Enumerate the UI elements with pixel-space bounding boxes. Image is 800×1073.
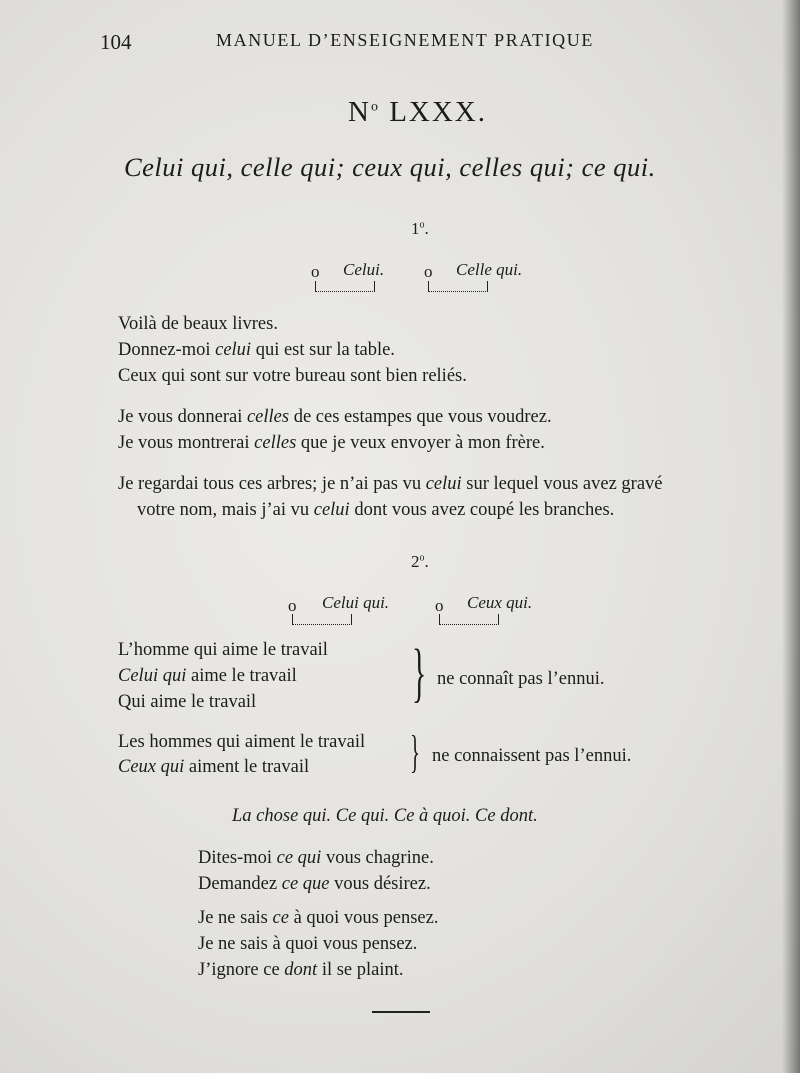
example-line: Demandez ce que vous désirez. <box>198 874 431 894</box>
example-line: J’ignore ce dont il se plaint. <box>198 960 404 980</box>
example-line: Je vous montrerai celles que je veux envoyer à mon frère. <box>118 433 545 453</box>
section-label-1: 1$^o$. <box>411 219 429 238</box>
chapter-number <box>348 96 487 129</box>
marker-word: Ceux qui. <box>467 593 533 612</box>
marker-bracket <box>292 614 352 625</box>
marker-bracket <box>428 281 488 292</box>
example-line: Je vous donnerai celles de ces estampes que vous voudrez. <box>118 407 552 427</box>
chapter-prefix-sup: o <box>370 99 380 115</box>
example-line: Je ne sais à quoi vous pensez. <box>198 934 418 954</box>
example-line: Les hommes qui aiment le travail <box>118 732 366 752</box>
end-rule <box>372 1011 430 1013</box>
marker-word: Celui qui. <box>322 593 390 612</box>
marker-symbol: o <box>311 262 320 281</box>
page-number: 104 <box>100 30 132 54</box>
example-line: Je ne sais ce à quoi vous pensez. <box>198 908 439 928</box>
marker-word: Celui. <box>343 260 385 279</box>
example-line: Je regardai tous ces arbres; je n’ai pas vu celui sur lequel vous avez gravé <box>118 474 663 494</box>
section-label-2: 2$^o$. <box>411 552 429 571</box>
running-header: MANUEL D’ENSEIGNEMENT PRATIQUE <box>216 30 594 50</box>
example-line: votre nom, mais j’ai vu celui dont vous avez coupé les branches. <box>137 500 615 520</box>
predicate: ne connaissent pas l’ennui. <box>432 746 632 766</box>
subheading: La chose qui. Ce qui. Ce à quoi. Ce dont. <box>232 806 538 826</box>
example-line: Qui aime le travail <box>118 692 257 712</box>
example-line: Donnez-moi celui qui est sur la table. <box>118 340 395 360</box>
example-line: Ceux qui sont sur votre bureau sont bien reliés. <box>118 366 467 386</box>
example-line: Dites-moi ce qui vous chagrine. <box>198 848 434 868</box>
example-line: Ceux qui aiment le travail <box>118 757 310 777</box>
brace: } <box>412 636 427 709</box>
chapter-prefix: N <box>348 96 371 128</box>
marker-symbol: o <box>288 596 297 615</box>
example-line: Celui qui aime le travail <box>118 666 297 686</box>
marker-bracket <box>439 614 499 625</box>
chapter-roman: LXXX. <box>389 96 487 128</box>
brace: } <box>410 726 420 777</box>
predicate: ne connaît pas l’ennui. <box>437 669 605 689</box>
marker-symbol: o <box>435 596 444 615</box>
marker-word: Celle qui. <box>456 260 523 279</box>
example-line: Voilà de beaux livres. <box>118 314 278 334</box>
marker-symbol: o <box>424 262 433 281</box>
marker-bracket <box>315 281 375 292</box>
chapter-subtitle: Celui qui, celle qui; ceux qui, celles qui; ce qui. <box>124 152 656 182</box>
example-line: L’homme qui aime le travail <box>118 640 328 660</box>
